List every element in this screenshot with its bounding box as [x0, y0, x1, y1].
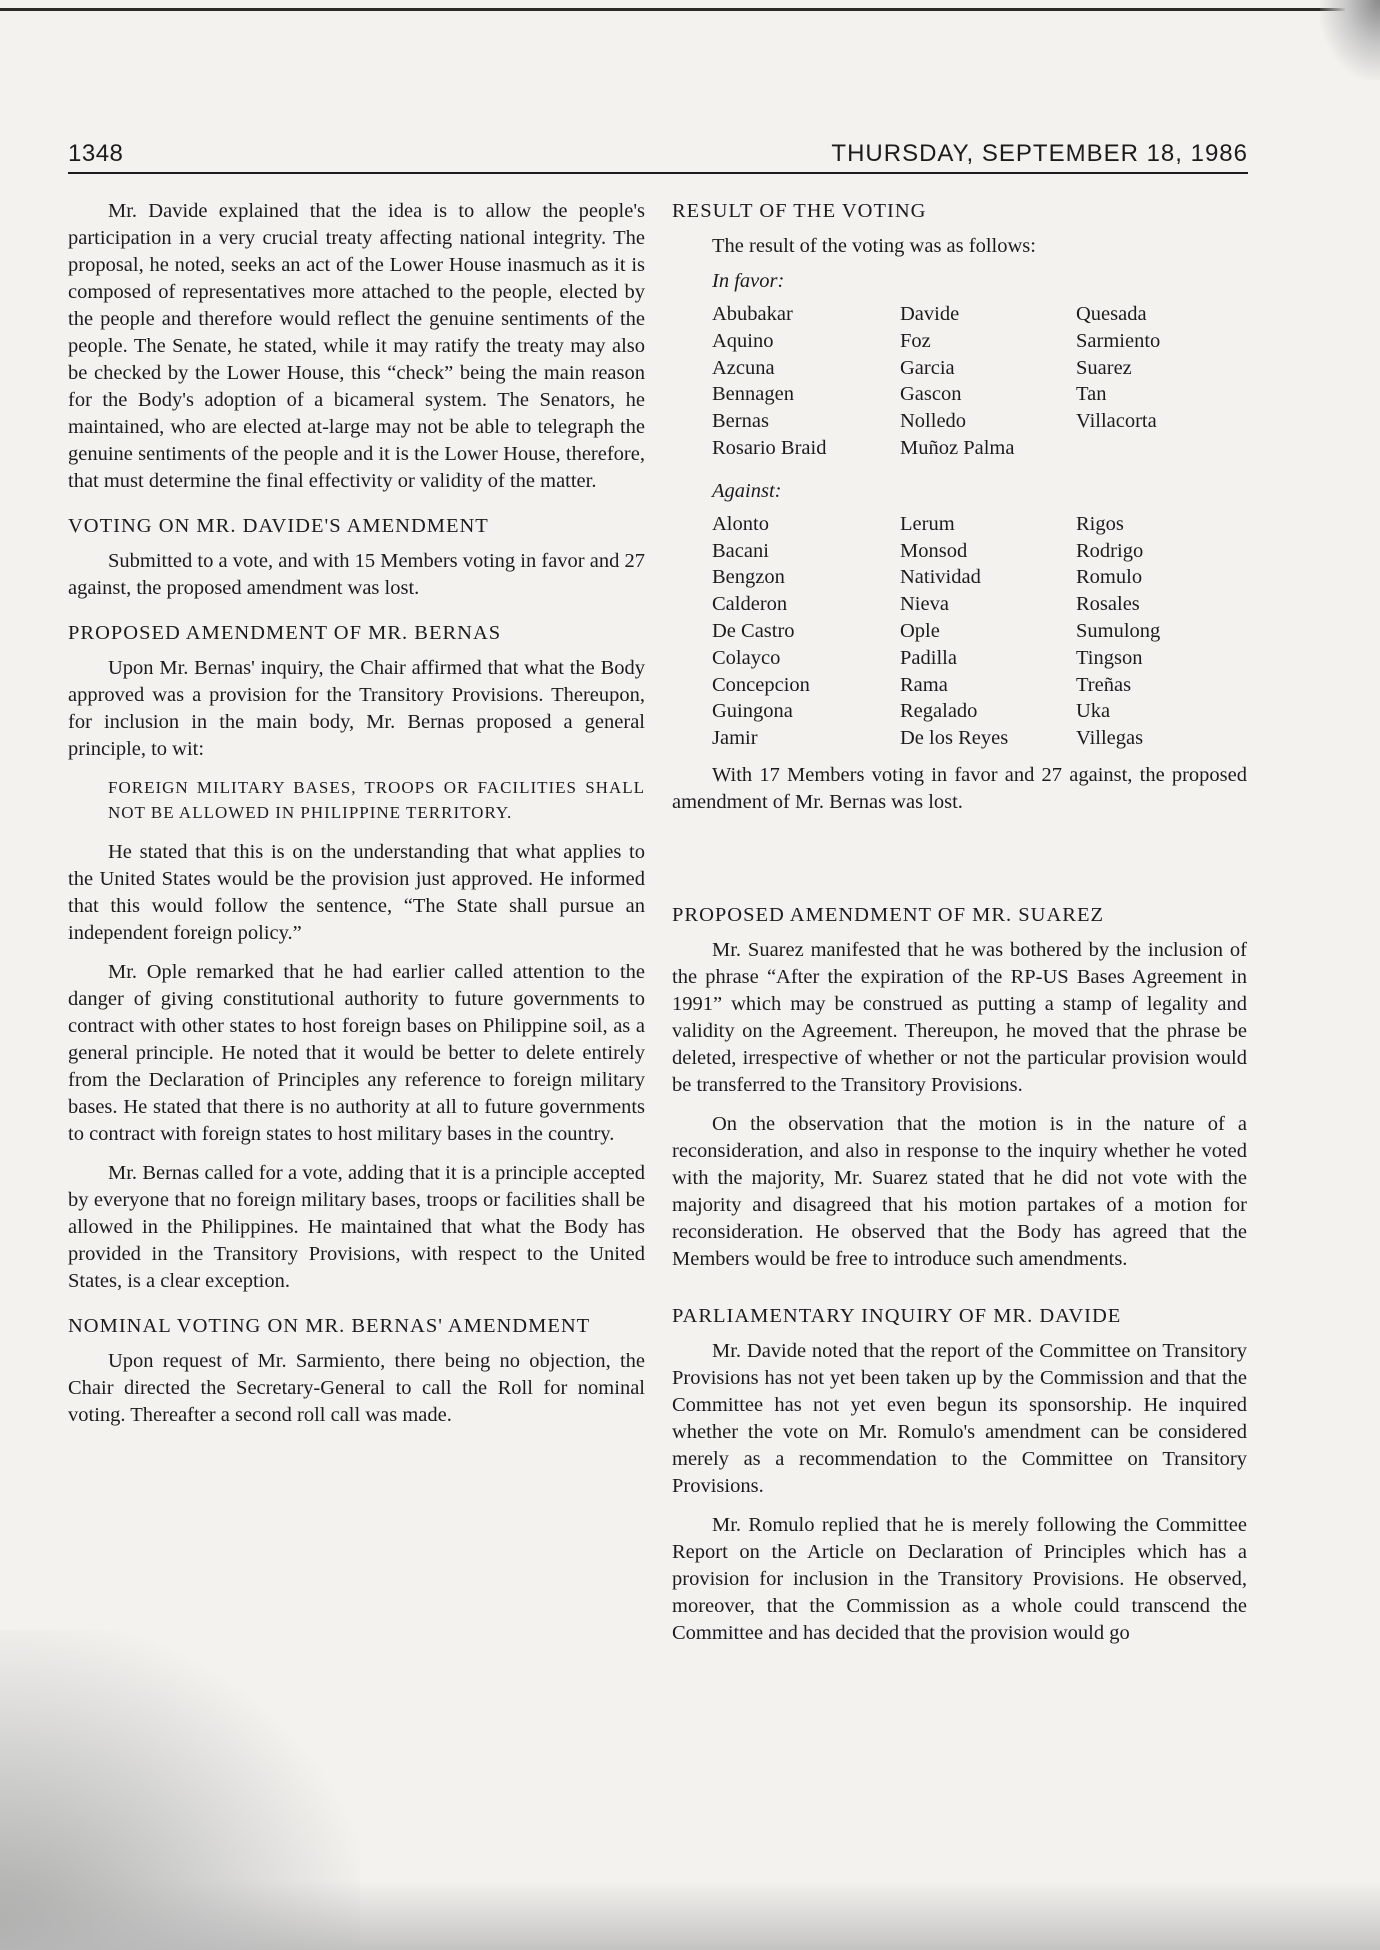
member-name: De Castro: [712, 619, 795, 642]
in-favor-list: [712, 301, 1247, 462]
left-column: [68, 198, 645, 1441]
member-name: Suarez: [1076, 356, 1132, 379]
member-name: Regalado: [900, 700, 978, 723]
davide-inquiry-paragraph: Mr. Davide noted that the report of the Committee on Transitory Provisions has not yet been taken up by the Commission and that the Committee has not yet even begun its sponsorship. He inquired whether the vote on Mr. Romulo's amendment can be considered merely as a recommendation to the Committee on Transitory Provisions.: [672, 1339, 1247, 1497]
member-name: Tan: [1076, 383, 1107, 406]
result-intro: The result of the voting was as follows:: [712, 235, 1036, 257]
suarez-reconsideration-paragraph: On the observation that the motion is in the nature of a reconsideration, and also in response to the inquiry whether he voted with the majority, Mr. Suarez stated that he did not vote with the majority and disagreed that his motion partakes of a motion for reconsideration. He observed that the Body has agreed that the Members would be free to introduce such amendments.: [672, 1112, 1247, 1270]
section-heading-voting-davide: VOTING ON MR. DAVIDE'S AMENDMENT: [68, 515, 489, 537]
page-number: 1348: [68, 140, 124, 167]
member-name: Lerum: [900, 512, 955, 535]
member-name: Rama: [900, 673, 948, 696]
member-name: Jamir: [712, 727, 758, 750]
romulo-reply-paragraph: Mr. Romulo replied that he is merely following the Committee Report on the Article on Declaration of Principles which has a provision for inclusion in the Transitory Provisions. He observed, moreover, that the Commission as a whole could transcend the Committee and has decided that the provision would go: [672, 1513, 1247, 1644]
understanding-paragraph: He stated that this is on the understanding that what applies to the United States would be the provision just approved. He informed that this would follow the sentence, “The State shall pursue an independent foreign policy.”: [68, 841, 645, 944]
member-name: Azcuna: [712, 356, 775, 379]
member-name: Rodrigo: [1076, 539, 1144, 562]
member-name: Tingson: [1076, 646, 1143, 669]
member-name: Villegas: [1076, 727, 1144, 750]
member-name: Quesada: [1076, 303, 1147, 325]
member-name: Garcia: [900, 356, 955, 379]
member-name: Nolledo: [900, 410, 967, 433]
suarez-motion-paragraph: Mr. Suarez manifested that he was bothered by the inclusion of the phrase “After the expiration of the RP-US Bases Agreement in 1991” which may be construed as putting a stamp of legality and validity on the Agreement. Thereupon, he moved that the phrase be deleted, irrespective of whether or not the particular provision would be transferred to the Transitory Provisions.: [672, 938, 1247, 1096]
scan-top-border: [0, 8, 1345, 11]
member-name: Concepcion: [712, 673, 810, 696]
davide-explanation-paragraph: Mr. Davide explained that the idea is to allow the people's participation in a very crucial treaty affecting national integrity. The proposal, he noted, seeks an act of the Lower House inasmuch as it is composed of representatives more attached to the people, elected by the people and therefore would reflect the genuine sentiments of the people. The Senate, he stated, while it may ratify the treaty may also be checked by the Lower House, this “check” being the main reason for the Body's adoption of a bicameral system. The Senators, he maintained, who are elected at-large may not be able to telegraph the genuine sentiments of the people and it is the Lower House, therefore, that must determine the final effectivity or validity of the matter.: [68, 200, 645, 492]
member-name: Foz: [900, 329, 931, 352]
member-name: Davide: [900, 303, 960, 325]
member-name: Uka: [1076, 700, 1111, 723]
member-name: Villacorta: [1076, 410, 1157, 433]
member-name: Guingona: [712, 700, 793, 723]
member-name: [1076, 435, 1226, 462]
scan-artifact-top-right: [1320, 0, 1380, 80]
member-name: Gascon: [900, 383, 962, 406]
member-name: Abubakar: [712, 303, 793, 325]
member-name: Bennagen: [712, 383, 794, 406]
member-name: Bernas: [712, 410, 769, 433]
member-name: De los Reyes: [900, 727, 1009, 750]
member-name: Calderon: [712, 593, 788, 616]
page-date: THURSDAY, SEPTEMBER 18, 1986: [831, 140, 1248, 167]
right-column: [672, 198, 1247, 1659]
member-name: Bengzon: [712, 566, 785, 589]
against-label: Against:: [712, 479, 782, 502]
member-name: Monsod: [900, 539, 968, 562]
section-heading-bernas-amendment: PROPOSED AMENDMENT OF MR. BERNAS: [68, 622, 502, 644]
member-name: Treñas: [1076, 673, 1132, 696]
header-rule: [68, 172, 1248, 174]
section-heading-suarez-amendment: PROPOSED AMENDMENT OF MR. SUAREZ: [672, 903, 1105, 926]
member-name: Romulo: [1076, 566, 1143, 589]
in-favor-label: In favor:: [712, 270, 785, 292]
member-name: Muñoz Palma: [900, 436, 1015, 459]
section-heading-parliamentary-inquiry: PARLIAMENTARY INQUIRY OF MR. DAVIDE: [672, 1304, 1122, 1327]
member-name: Padilla: [900, 646, 957, 669]
bernas-inquiry-paragraph: Upon Mr. Bernas' inquiry, the Chair affirmed that what the Body approved was a provision for the Transitory Provisions. Thereupon, for inclusion in the main body, Mr. Bernas proposed a general principle, to wit:: [68, 657, 645, 760]
page-header: [68, 130, 1248, 174]
member-name: Rigos: [1076, 512, 1124, 535]
member-name: Sumulong: [1076, 619, 1161, 642]
section-heading-result: RESULT OF THE VOTING: [672, 200, 927, 222]
member-name: Sarmiento: [1076, 329, 1161, 352]
member-name: Colayco: [712, 646, 781, 669]
scan-artifact-bottom: [0, 1880, 1380, 1950]
bernas-call-vote-paragraph: Mr. Bernas called for a vote, adding that it is a principle accepted by everyone that no foreign military bases, troops or facilities shall be allowed in the Philippines. He maintained that what the Body has provided in the Transitory Provisions, with respect to the United States, is a clear exception.: [68, 1162, 645, 1292]
ople-remarks-paragraph: Mr. Ople remarked that he had earlier called attention to the danger of giving constitutional authority to future governments to contract with other states to host foreign bases on Philippine soil, as a general principle. He noted that it would be better to delete entirely from the Declaration of Principles any reference to foreign military bases. He stated that there is no authority at all to future governments to contract with foreign states to host military bases in the country.: [68, 961, 645, 1145]
member-name: Natividad: [900, 566, 981, 589]
member-name: Rosales: [1076, 593, 1140, 616]
member-name: Nieva: [900, 593, 949, 616]
proposed-principle-quote: FOREIGN MILITARY BASES, TROOPS OR FACILITIES SHALL NOT BE ALLOWED IN PHILIPPINE TERRITORY.: [108, 778, 645, 822]
section-heading-nominal-voting: NOMINAL VOTING ON MR. BERNAS' AMENDMENT: [68, 1315, 591, 1337]
nominal-voting-paragraph: Upon request of Mr. Sarmiento, there being no objection, the Chair directed the Secretary-General to call the Roll for nominal voting. Thereafter a second roll call was made.: [68, 1350, 645, 1426]
member-name: Alonto: [712, 512, 769, 535]
member-name: Bacani: [712, 539, 769, 562]
member-name: Aquino: [712, 329, 774, 352]
voting-result-paragraph: Submitted to a vote, and with 15 Members voting in favor and 27 against, the proposed amendment was lost.: [68, 550, 645, 599]
member-name: Rosario Braid: [712, 436, 827, 459]
against-list: [712, 511, 1247, 752]
outcome-paragraph: With 17 Members voting in favor and 27 against, the proposed amendment of Mr. Bernas was lost.: [672, 763, 1247, 813]
member-name: Ople: [900, 619, 940, 642]
